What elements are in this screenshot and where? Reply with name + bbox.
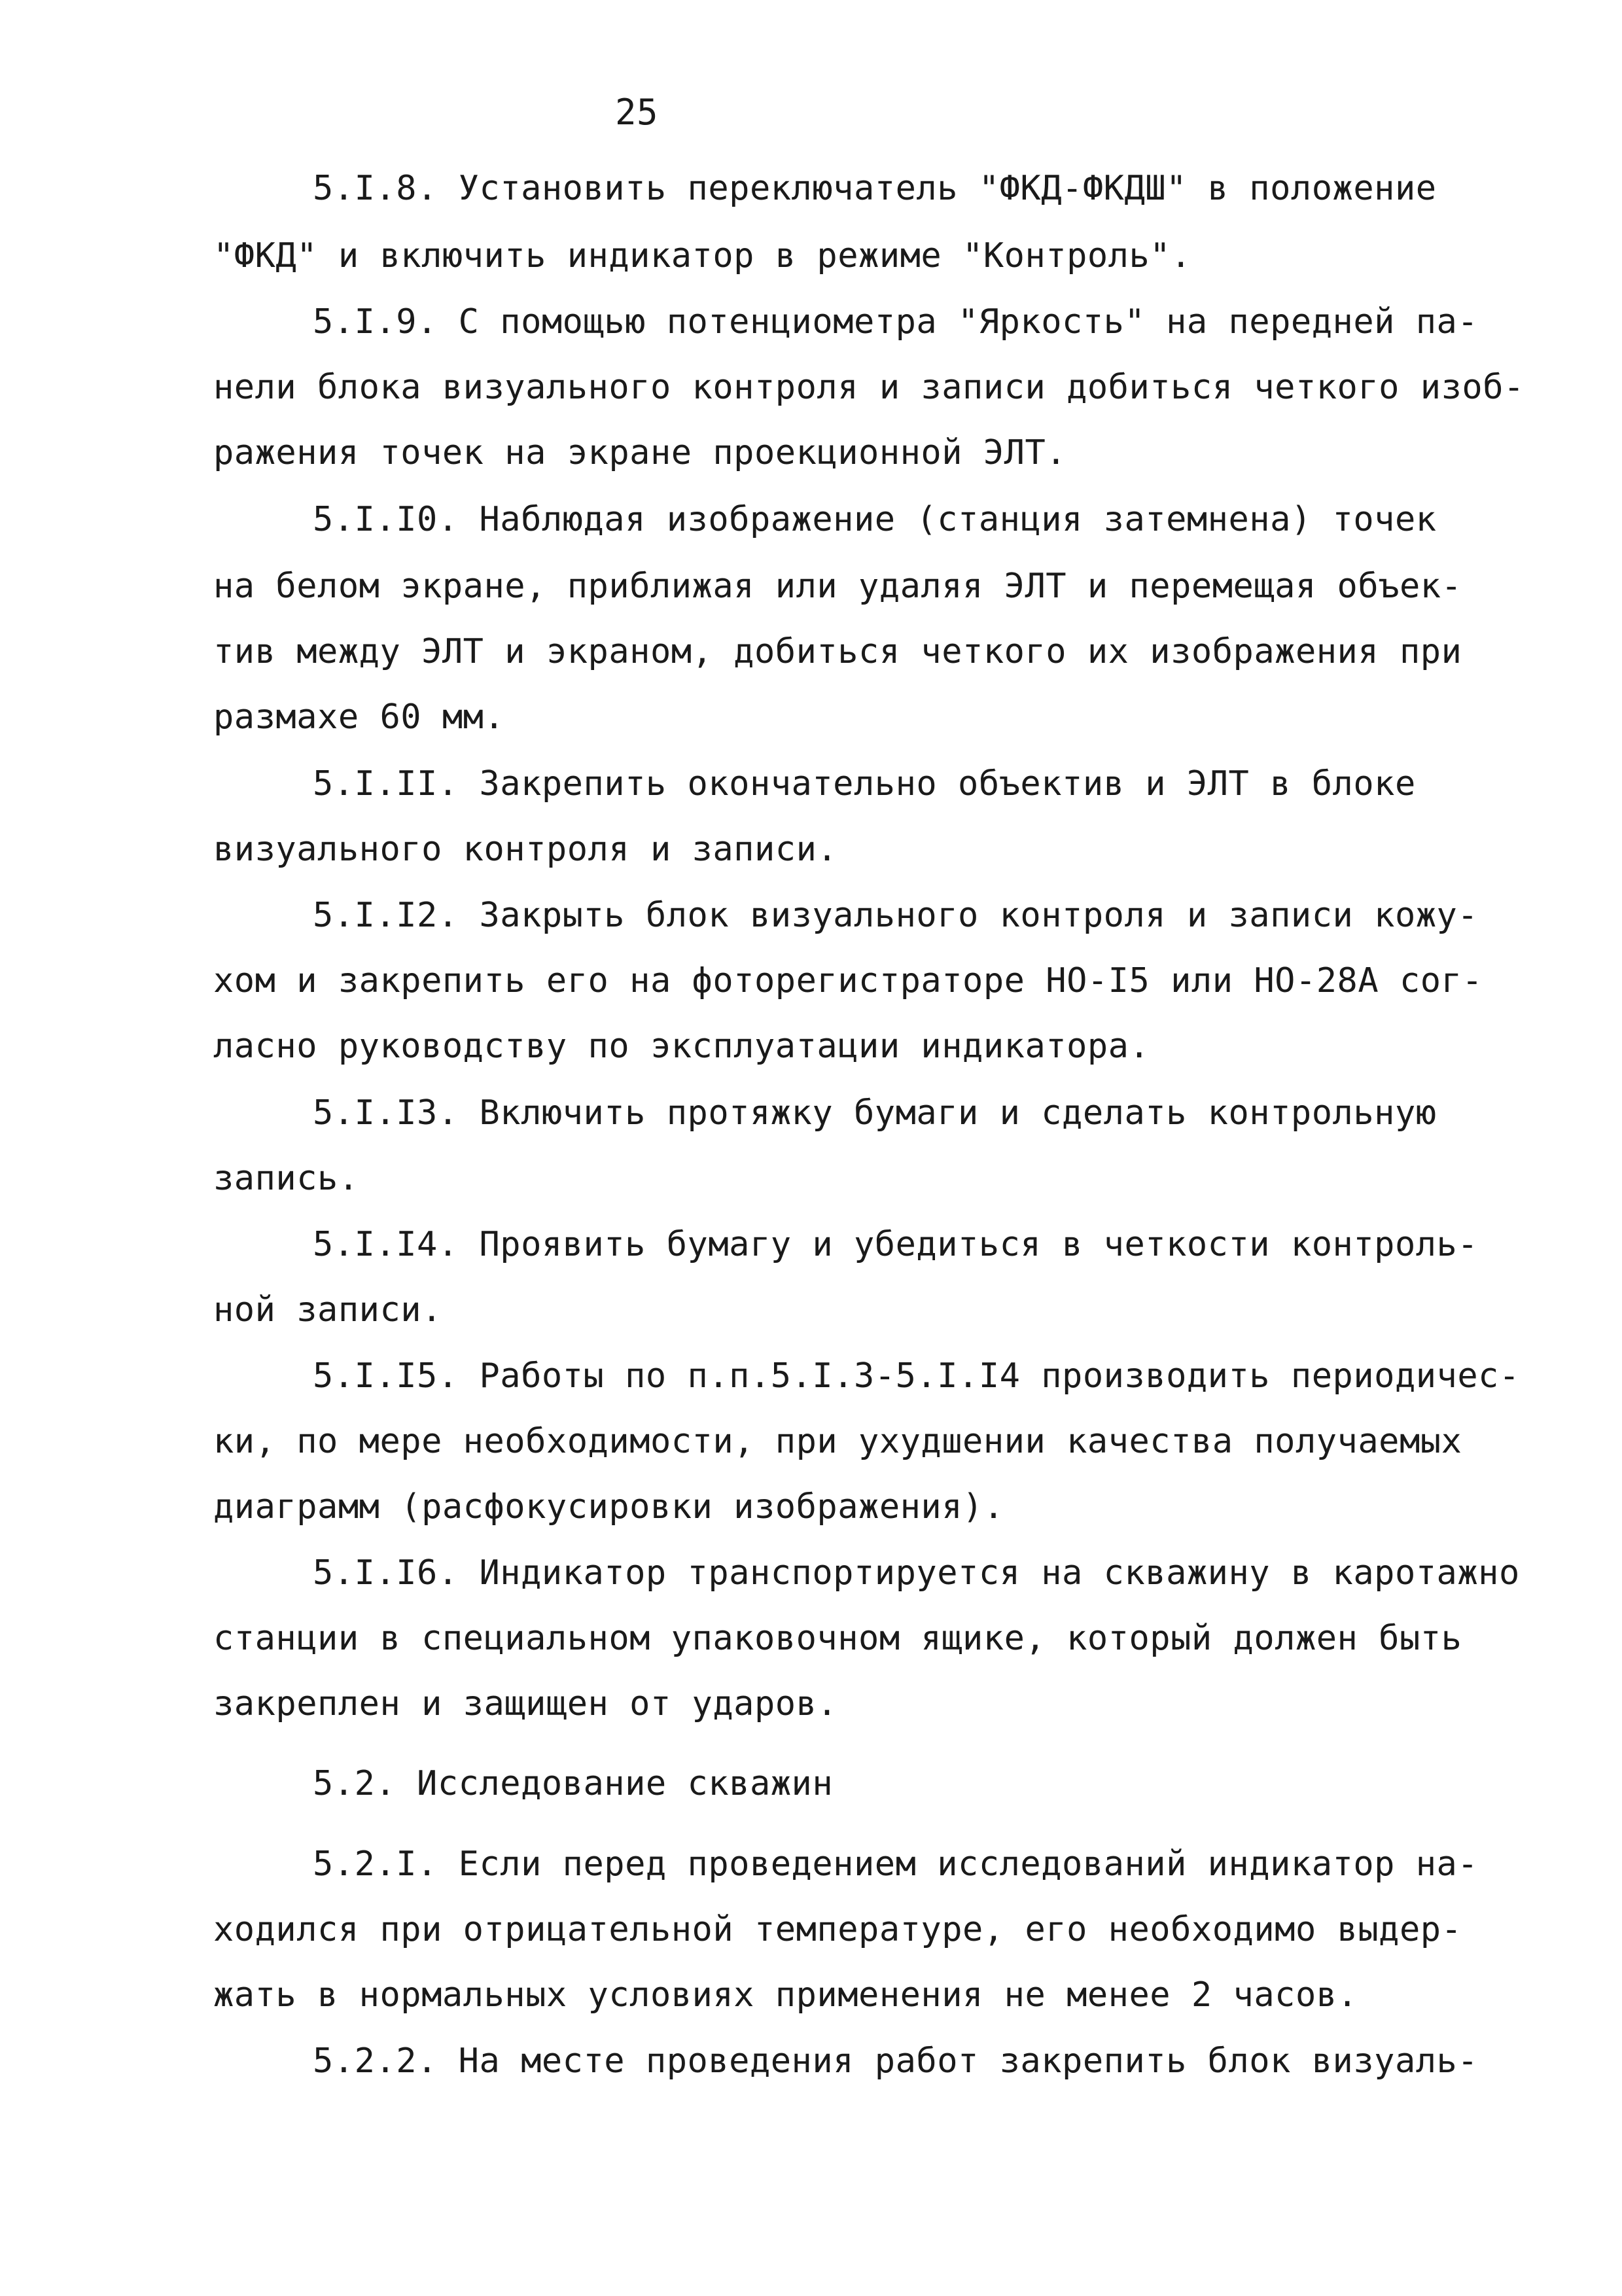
text-line-5-1-16-a: 5.I.I6. Индикатор транспортируется на скважину в каротажно bbox=[313, 1553, 1520, 1593]
text-line-5-2-1-b: ходился при отрицательной температуре, его необходимо выдер- bbox=[213, 1910, 1462, 1949]
text-line-5-1-14-b: ной записи. bbox=[213, 1290, 442, 1330]
text-line-5-1-11-a: 5.I.II. Закрепить окончательно объектив и ЭЛТ в блоке bbox=[313, 764, 1416, 804]
text-line-5-1-12-a: 5.I.I2. Закрыть блок визуального контроля и записи кожу- bbox=[313, 896, 1479, 935]
text-line-5-1-10-d: размахе 60 мм. bbox=[213, 698, 505, 737]
text-line-5-1-15-b: ки, по мере необходимости, при ухудшении качества получаемых bbox=[213, 1422, 1462, 1461]
text-line-5-1-13-a: 5.I.I3. Включить протяжку бумаги и сделать контрольную bbox=[313, 1093, 1437, 1133]
text-line-5-1-12-b: хом и закрепить его на фоторегистраторе НО-I5 или НО-28А сог- bbox=[213, 961, 1483, 1000]
text-line-5-1-10-a: 5.I.I0. Наблюдая изображение (станция затемнена) точек bbox=[313, 500, 1437, 539]
text-line-5-1-8-b: "ФКД" и включить индикатор в режиме "Контроль". bbox=[213, 236, 1191, 275]
text-line-5-1-16-b: станции в специальном упаковочном ящике, который должен быть bbox=[213, 1619, 1462, 1658]
text-line-5-1-9-b: нели блока визуального контроля и записи добиться четкого изоб- bbox=[213, 368, 1525, 407]
text-line-5-1-14-a: 5.I.I4. Проявить бумагу и убедиться в четкости контроль- bbox=[313, 1225, 1479, 1264]
text-line-5-2-1-a: 5.2.I. Если перед проведением исследований индикатор на- bbox=[313, 1845, 1479, 1884]
text-line-5-1-13-b: запись. bbox=[213, 1159, 359, 1198]
page-number: 25 bbox=[615, 92, 659, 133]
text-line-5-1-8-a: 5.I.8. Установить переключатель "ФКД-ФКДШ" в положение bbox=[313, 169, 1437, 208]
text-line-5-1-16-c: закреплен и защищен от ударов. bbox=[213, 1684, 838, 1723]
text-line-5-1-12-c: ласно руководству по эксплуатации индикатора. bbox=[213, 1027, 1150, 1066]
text-line-5-1-11-b: визуального контроля и записи. bbox=[213, 830, 838, 869]
section-heading-5-2: 5.2. Исследование скважин bbox=[313, 1764, 834, 1803]
text-line-5-2-2-a: 5.2.2. На месте проведения работ закрепить блок визуаль- bbox=[313, 2041, 1479, 2081]
text-line-5-1-9-c: ражения точек на экране проекционной ЭЛТ. bbox=[213, 433, 1067, 472]
text-line-5-1-10-c: тив между ЭЛТ и экраном, добиться четкого их изображения при bbox=[213, 632, 1462, 671]
text-line-5-1-9-a: 5.I.9. С помощью потенциометра "Яркость" на передней па- bbox=[313, 302, 1479, 342]
text-line-5-1-15-a: 5.I.I5. Работы по п.п.5.I.3-5.I.I4 производить периодичес- bbox=[313, 1356, 1520, 1396]
text-line-5-1-15-c: диаграмм (расфокусировки изображения). bbox=[213, 1487, 1004, 1527]
text-line-5-1-10-b: на белом экране, приближая или удаляя ЭЛТ и перемещая объек- bbox=[213, 567, 1462, 606]
text-line-5-2-1-c: жать в нормальных условиях применения не менее 2 часов. bbox=[213, 1975, 1358, 2015]
